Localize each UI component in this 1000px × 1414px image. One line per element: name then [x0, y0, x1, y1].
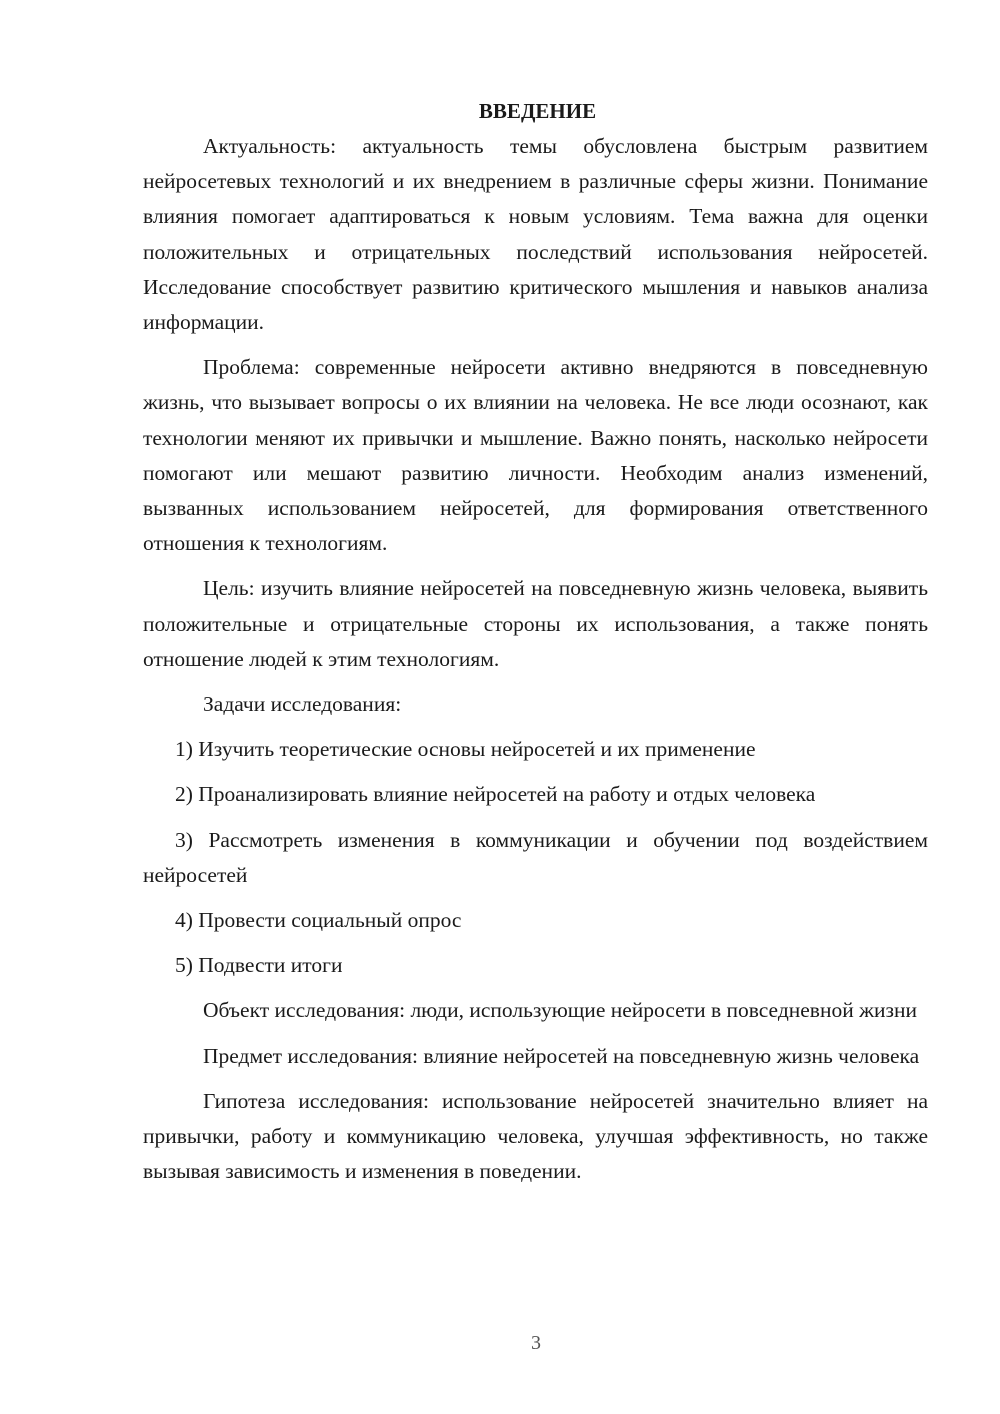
- section-heading: ВВЕДЕНИЕ: [478, 99, 597, 123]
- task-item-3: 3) Рассмотреть изменения в коммуникации и обучении под воздействием нейросетей: [143, 827, 928, 887]
- page-number: 3: [531, 1332, 541, 1354]
- document-body: [143, 94, 928, 1189]
- task-item-4: 4) Провести социальный опрос: [175, 908, 462, 933]
- task-item-2: 2) Проанализировать влияние нейросетей на работу и отдых человека: [175, 782, 816, 807]
- paragraph-hypothesis: Гипотеза исследования: использование нейросетей значительно влияет на привычки, работу и коммуникацию человека, улучшая эффективность, но также вызывая зависимость и изменения в поведении.: [143, 1088, 928, 1184]
- task-item-1: 1) Изучить теоретические основы нейросетей и их применение: [175, 737, 756, 762]
- paragraph-relevance: Актуальность: актуальность темы обусловлена быстрым развитием нейросетевых технологий и их внедрением в различные сферы жизни. Понимание влияния помогает адаптироваться к новым условиям. Тема важна для оценки положительных и отрицательных последствий использования нейросетей. Исследование способствует развитию критического мышления и навыков анализа информации.: [143, 134, 928, 335]
- paragraph-problem: Проблема: современные нейросети активно внедряются в повседневную жизнь, что вызывает вопросы о их влиянии на человека. Не все люди осознают, как технологии меняют их привычки и мышление. Важно понять, насколько нейросети помогают или мешают развитию личности. Необходим анализ изменений, вызванных использованием нейросетей, для формирования ответственного отношения к технологиям.: [143, 355, 928, 556]
- paragraph-subject: Предмет исследования: влияние нейросетей на повседневную жизнь человека: [203, 1043, 920, 1068]
- paragraph-goal: Цель: изучить влияние нейросетей на повседневную жизнь человека, выявить положительные и отрицательные стороны их использования, а также понять отношение людей к этим технологиям.: [143, 576, 928, 671]
- task-item-5: 5) Подвести итоги: [175, 953, 343, 978]
- tasks-title: Задачи исследования:: [203, 692, 402, 717]
- paragraph-object: Объект исследования: люди, использующие нейросети в повседневной жизни: [203, 998, 917, 1023]
